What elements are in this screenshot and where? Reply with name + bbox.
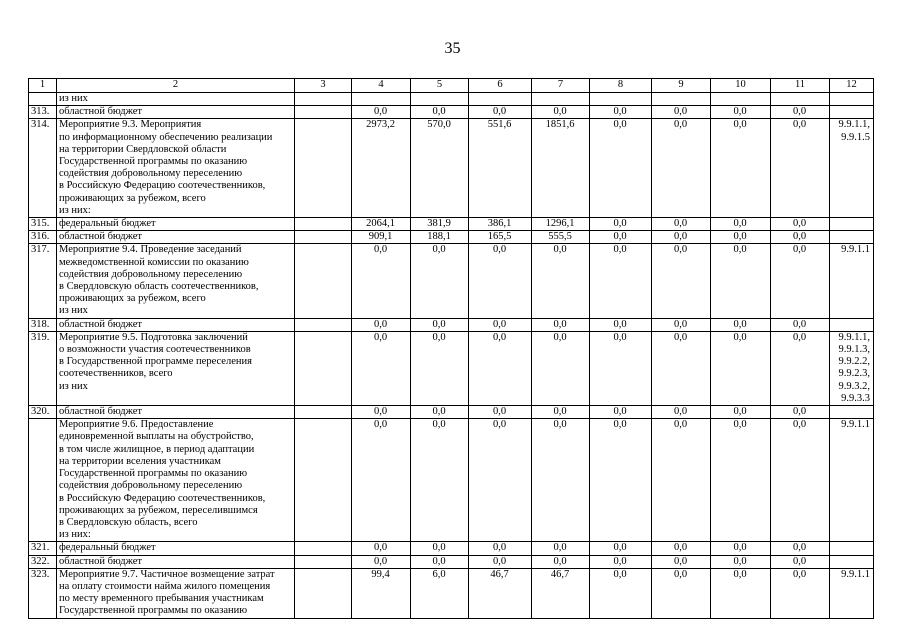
row-value: 46,7 [532,568,590,618]
row-value: 0,0 [652,542,711,555]
row-value: 1296,1 [532,218,590,231]
row-target-ref: 9.9.1.1 [830,244,874,318]
table-row [29,93,874,106]
row-value: 909,1 [352,231,411,244]
row-value: 0,0 [590,419,652,542]
row-value: 0,0 [469,106,532,119]
row-col3 [295,555,352,568]
row-number: 323. [29,568,57,618]
row-value: 0,0 [352,318,411,331]
row-value: 1851,6 [532,119,590,218]
row-value: 0,0 [590,218,652,231]
row-value: 0,0 [352,542,411,555]
row-value: 0,0 [711,218,771,231]
row-number: 315. [29,218,57,231]
row-value [711,93,771,106]
row-col3 [295,106,352,119]
row-value: 0,0 [590,542,652,555]
row-value: 0,0 [352,406,411,419]
table-row [29,218,874,231]
row-value: 0,0 [590,119,652,218]
row-value [771,93,830,106]
row-name: областной бюджет [57,555,295,568]
row-number: 320. [29,406,57,419]
row-value: 0,0 [532,419,590,542]
row-target-ref: 9.9.1.1 [830,419,874,542]
row-number [29,419,57,542]
table-row [29,119,874,218]
row-value: 0,0 [411,318,469,331]
row-name: Мероприятие 9.3. Мероприятия по информационному обеспечению реализации на территории Свердловской области Государственной программы по оказанию содействия добровольному переселению в Российскую Федерацию соотечественников, проживающих за рубежом, всего из них: [57,119,295,218]
row-value: 0,0 [352,419,411,542]
row-col3 [295,231,352,244]
row-name: Мероприятие 9.6. Предоставление единовременной выплаты на обустройство, в том числе жилищное, в период адаптации на территории вселения участникам Государственной программы по оказанию содействия добровольному переселению в Российскую Федерацию соотечественников, проживающих за рубежом, переселившимся в Свердловскую область, всего из них: [57,419,295,542]
row-number: 322. [29,555,57,568]
row-name: федеральный бюджет [57,218,295,231]
row-value: 0,0 [771,568,830,618]
budget-table [28,78,874,619]
table-row [29,555,874,568]
row-value: 0,0 [652,406,711,419]
table-row [29,331,874,405]
row-value: 0,0 [411,542,469,555]
row-value [590,93,652,106]
row-number [29,93,57,106]
row-name: областной бюджет [57,318,295,331]
header-row [29,79,874,93]
page-number: 35 [444,40,461,57]
row-value: 0,0 [469,244,532,318]
row-value: 46,7 [469,568,532,618]
row-value: 0,0 [652,555,711,568]
row-col3 [295,318,352,331]
row-value: 0,0 [469,419,532,542]
column-header: 9 [652,79,711,93]
row-number: 314. [29,119,57,218]
row-target-ref [830,555,874,568]
row-value: 0,0 [411,106,469,119]
row-value: 0,0 [532,318,590,331]
row-value: 0,0 [411,419,469,542]
table-row [29,406,874,419]
row-value: 0,0 [652,119,711,218]
table-row [29,419,874,542]
row-value: 0,0 [532,331,590,405]
row-value: 0,0 [469,331,532,405]
row-number: 319. [29,331,57,405]
row-value: 0,0 [652,318,711,331]
row-number: 318. [29,318,57,331]
table-row [29,106,874,119]
row-value: 0,0 [711,555,771,568]
row-value: 0,0 [352,555,411,568]
row-target-ref [830,218,874,231]
table-row [29,231,874,244]
column-header: 11 [771,79,830,93]
row-value: 0,0 [590,231,652,244]
row-value: 0,0 [532,106,590,119]
row-target-ref: 9.9.1.1, 9.9.1.5 [830,119,874,218]
row-name: областной бюджет [57,231,295,244]
row-value: 0,0 [532,406,590,419]
table-row [29,542,874,555]
column-header: 6 [469,79,532,93]
row-name: областной бюджет [57,106,295,119]
row-value: 0,0 [711,406,771,419]
row-value: 0,0 [711,119,771,218]
row-value: 0,0 [771,218,830,231]
column-header: 12 [830,79,874,93]
row-number: 316. [29,231,57,244]
table-row [29,318,874,331]
row-value: 0,0 [771,542,830,555]
row-number: 321. [29,542,57,555]
row-target-ref [830,93,874,106]
row-value: 0,0 [711,542,771,555]
row-value [411,93,469,106]
row-col3 [295,218,352,231]
row-value: 0,0 [352,331,411,405]
table-row [29,568,874,618]
column-header: 4 [352,79,411,93]
column-header: 8 [590,79,652,93]
row-target-ref [830,406,874,419]
row-number: 313. [29,106,57,119]
row-value: 0,0 [711,244,771,318]
row-target-ref [830,231,874,244]
row-value: 0,0 [590,106,652,119]
row-value: 0,0 [590,318,652,331]
row-value: 2064,1 [352,218,411,231]
row-value: 0,0 [652,218,711,231]
row-value: 0,0 [711,318,771,331]
row-value: 0,0 [469,542,532,555]
row-value: 6,0 [411,568,469,618]
row-value: 0,0 [469,555,532,568]
row-value: 0,0 [469,318,532,331]
row-value: 0,0 [771,331,830,405]
row-target-ref [830,106,874,119]
row-value: 0,0 [411,555,469,568]
row-name: Мероприятие 9.5. Подготовка заключений о возможности участия соотечественников в Государственной программе переселения соотечественников, всего из них [57,331,295,405]
row-col3 [295,331,352,405]
column-header: 7 [532,79,590,93]
row-value: 0,0 [590,331,652,405]
row-value: 0,0 [711,106,771,119]
row-value: 0,0 [411,244,469,318]
row-col3 [295,119,352,218]
row-value: 0,0 [411,331,469,405]
row-value: 0,0 [711,231,771,244]
column-header: 2 [57,79,295,93]
row-value: 0,0 [652,568,711,618]
row-target-ref: 9.9.1.1, 9.9.1.3, 9.9.2.2, 9.9.2.3, 9.9.3.2, 9.9.3.3 [830,331,874,405]
row-value: 0,0 [711,568,771,618]
row-col3 [295,244,352,318]
row-value: 0,0 [590,244,652,318]
row-value: 0,0 [469,406,532,419]
row-value: 0,0 [771,406,830,419]
row-value: 0,0 [652,331,711,405]
row-value: 0,0 [590,406,652,419]
row-name: Мероприятие 9.7. Частичное возмещение затрат на оплату стоимости найма жилого помещения по месту временного пребывания участникам Государственной программы по оказанию [57,568,295,618]
row-name: Мероприятие 9.4. Проведение заседаний межведомственной комиссии по оказанию содействия добровольному переселению в Свердловскую область соотечественников, проживающих за рубежом, всего из них [57,244,295,318]
row-name: из них [57,93,295,106]
row-value: 0,0 [771,419,830,542]
row-col3 [295,568,352,618]
row-col3 [295,406,352,419]
row-value [469,93,532,106]
row-value: 0,0 [711,419,771,542]
row-value: 0,0 [532,555,590,568]
row-value: 188,1 [411,231,469,244]
row-col3 [295,93,352,106]
row-value: 99,4 [352,568,411,618]
row-col3 [295,419,352,542]
row-value: 551,6 [469,119,532,218]
row-value: 0,0 [532,542,590,555]
row-value: 0,0 [652,419,711,542]
row-value: 0,0 [771,244,830,318]
row-value [532,93,590,106]
row-value: 381,9 [411,218,469,231]
row-value: 0,0 [652,231,711,244]
row-col3 [295,542,352,555]
table-row [29,244,874,318]
row-value: 0,0 [652,244,711,318]
row-value: 555,5 [532,231,590,244]
row-value [352,93,411,106]
row-value: 0,0 [652,106,711,119]
row-target-ref [830,318,874,331]
row-value: 386,1 [469,218,532,231]
row-value: 0,0 [771,318,830,331]
row-value: 0,0 [590,568,652,618]
row-value: 0,0 [352,106,411,119]
row-name: областной бюджет [57,406,295,419]
row-value: 0,0 [352,244,411,318]
row-value: 0,0 [771,106,830,119]
row-value: 0,0 [771,119,830,218]
row-target-ref: 9.9.1.1 [830,568,874,618]
column-header: 1 [29,79,57,93]
row-value: 2973,2 [352,119,411,218]
row-value: 570,0 [411,119,469,218]
row-value: 0,0 [411,406,469,419]
row-target-ref [830,542,874,555]
row-number: 317. [29,244,57,318]
column-header: 5 [411,79,469,93]
column-header: 10 [711,79,771,93]
row-value: 0,0 [532,244,590,318]
row-value [652,93,711,106]
row-name: федеральный бюджет [57,542,295,555]
row-value: 0,0 [711,331,771,405]
row-value: 165,5 [469,231,532,244]
row-value: 0,0 [771,231,830,244]
row-value: 0,0 [590,555,652,568]
column-header: 3 [295,79,352,93]
row-value: 0,0 [771,555,830,568]
